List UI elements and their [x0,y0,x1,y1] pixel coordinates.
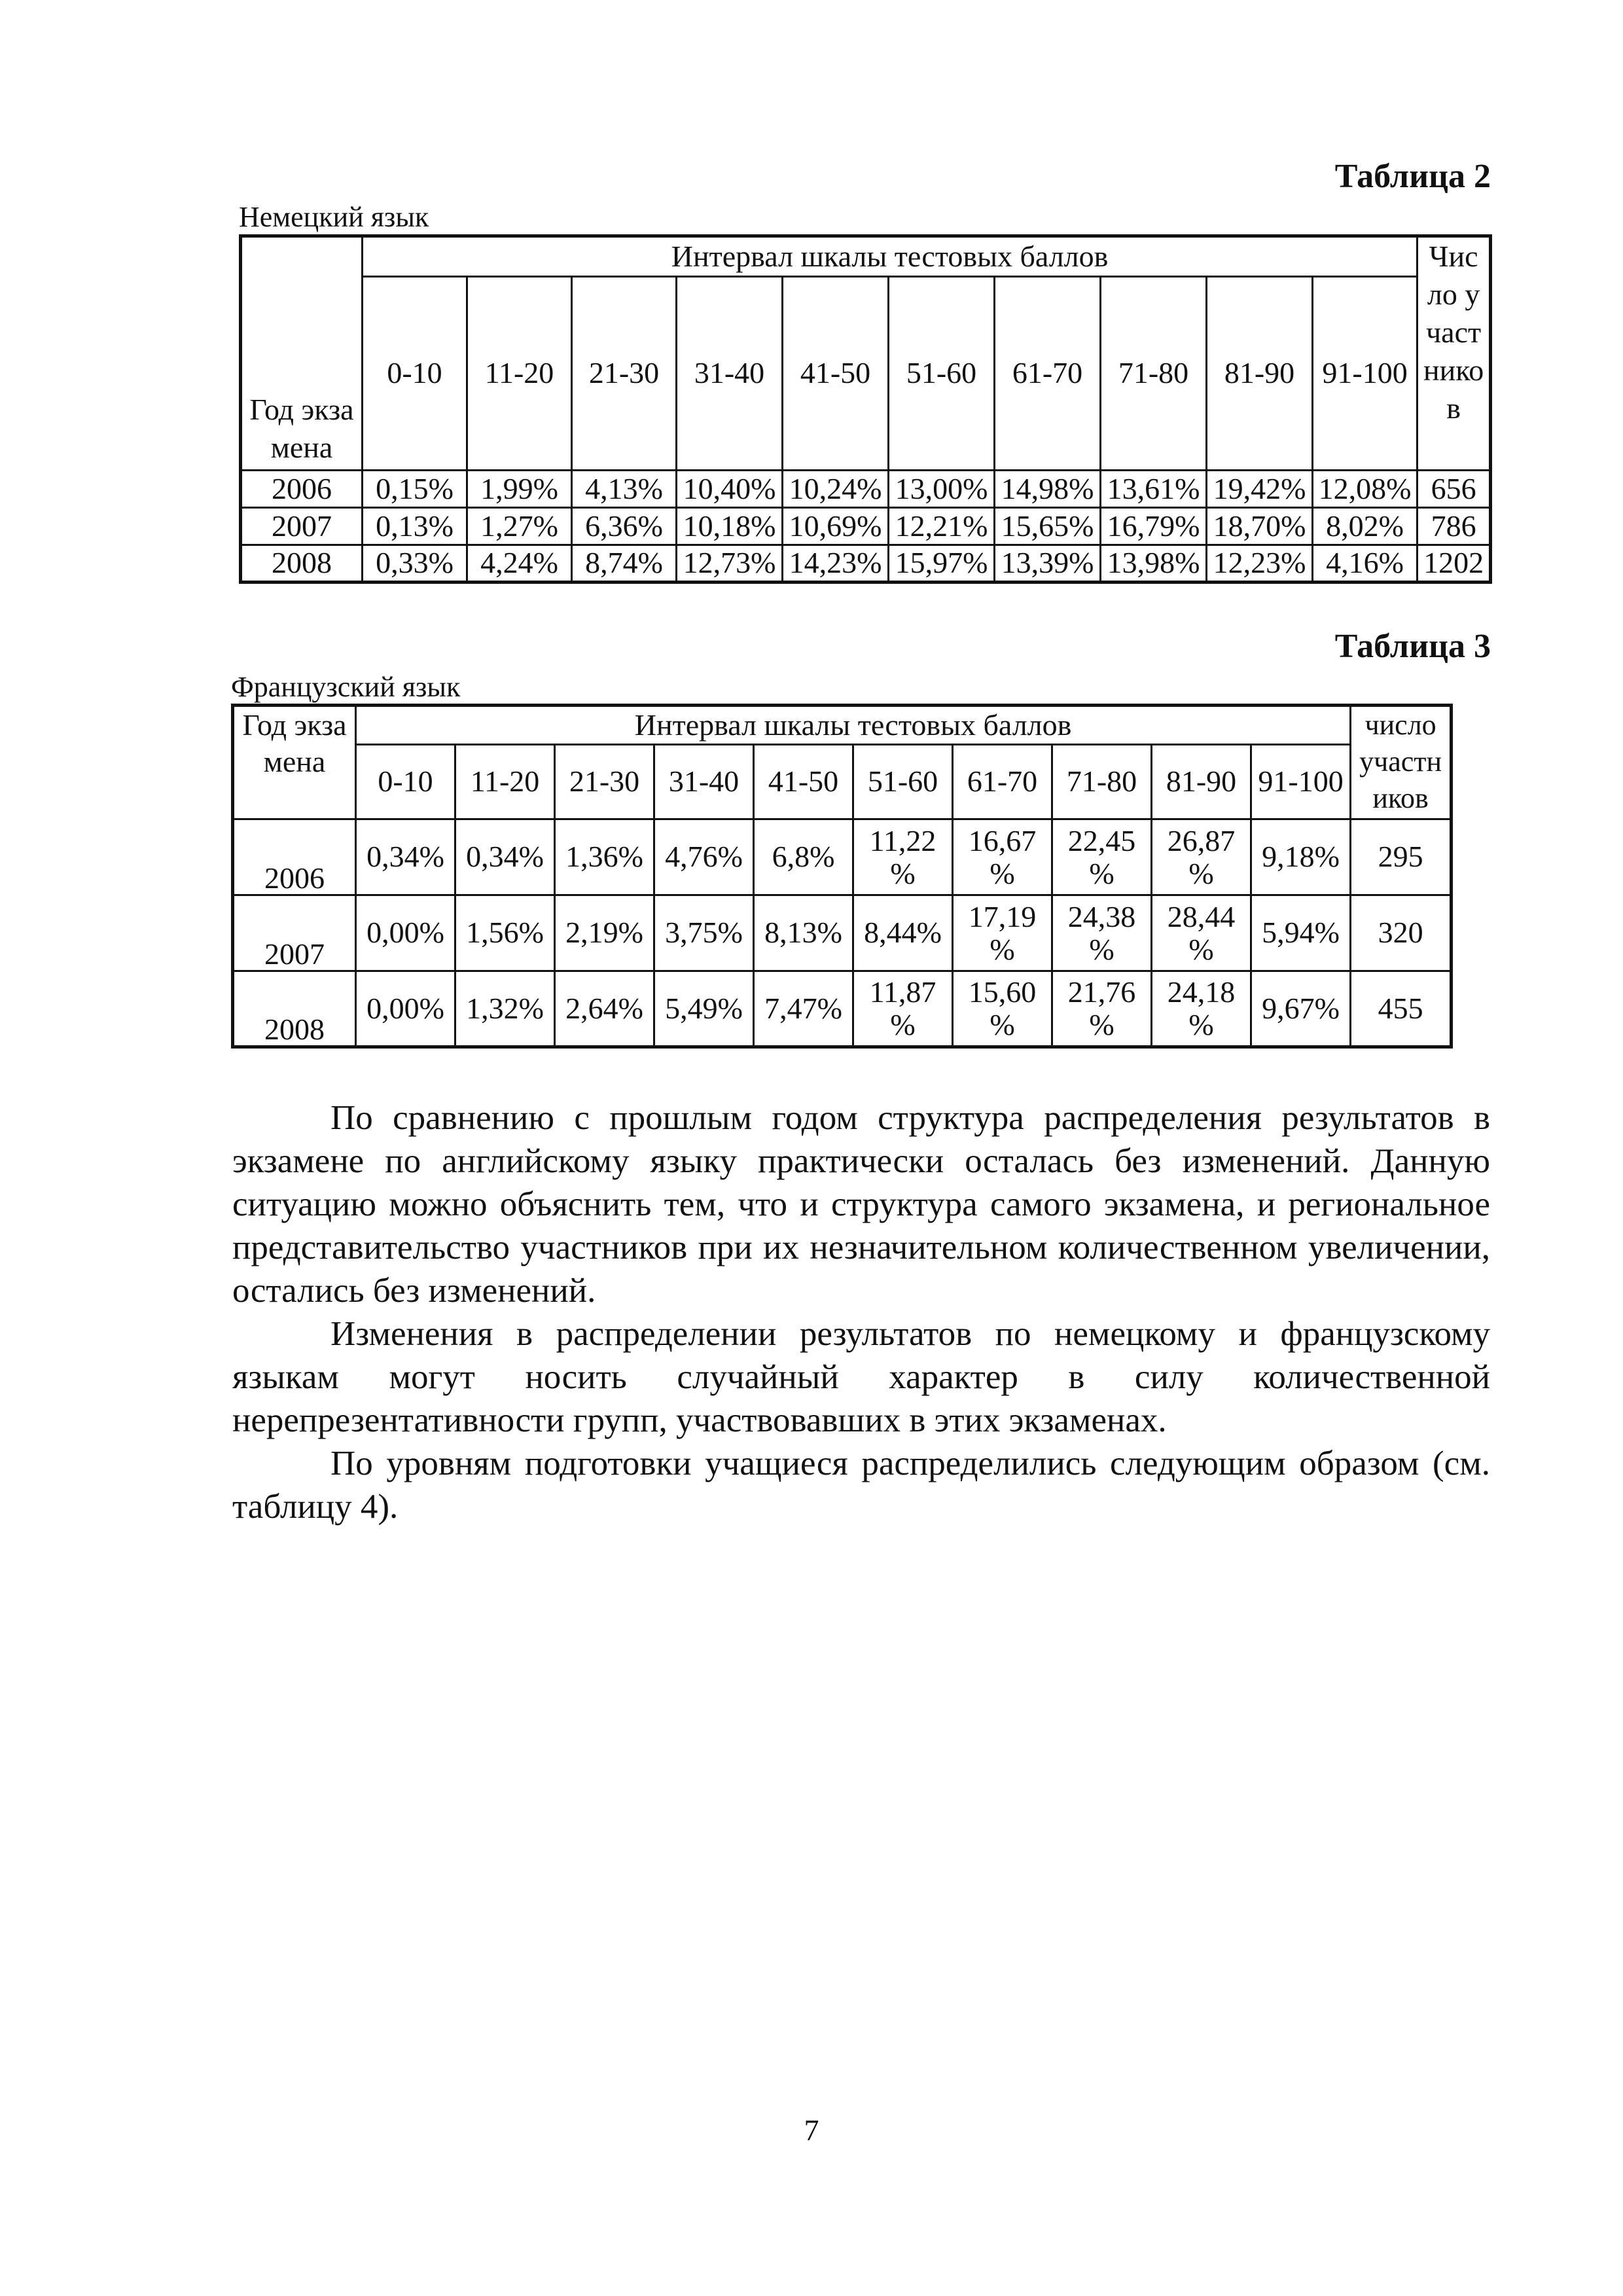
table3-value-cell: 0,00% [356,895,455,971]
table3-interval-8: 81-90 [1152,745,1251,819]
table2-value-cell: 14,23% [783,545,889,583]
table2-value-cell: 19,42% [1207,471,1313,508]
table2-value-cell: 8,02% [1313,508,1418,545]
table3-value-cell: 7,47% [754,971,853,1047]
table2-value-cell: 16,79% [1101,508,1207,545]
table2-value-cell: 13,61% [1101,471,1207,508]
table2-value-cell: 12,73% [677,545,783,583]
table3-interval-1: 11-20 [455,745,555,819]
table3-interval-header: Интервал шкалы тестовых баллов [356,706,1351,745]
table2-german [239,234,1492,584]
table3-value-cell: 17,19 % [953,895,1052,971]
table3-interval-2: 21-30 [555,745,654,819]
table3-value-cell: 2,64% [555,971,654,1047]
table2-row-2007 [241,508,1491,545]
page-number: 7 [804,2113,819,2147]
table2-value-cell: 6,36% [572,508,677,545]
table2-interval-1: 11-20 [467,277,572,471]
table2-value-cell: 4,24% [467,545,572,583]
table2-count-cell: 786 [1418,508,1491,545]
table3-count-cell: 320 [1351,895,1452,971]
table2-value-cell: 18,70% [1207,508,1313,545]
table2-value-cell: 13,39% [995,545,1101,583]
table2-value-cell: 13,00% [889,471,995,508]
table2-count-cell: 656 [1418,471,1491,508]
table3-value-cell: 9,18% [1251,819,1351,895]
table3-row-2006 [233,819,1452,895]
table2-interval-4: 41-50 [783,277,889,471]
table3-interval-4: 41-50 [754,745,853,819]
table3-value-cell: 22,45 % [1052,819,1152,895]
table3-value-cell: 1,36% [555,819,654,895]
table3-row-2007 [233,895,1452,971]
table3-value-cell: 11,87 % [853,971,953,1047]
table3-row-2008 [233,971,1452,1047]
table3-value-cell: 8,44% [853,895,953,971]
table3-count-header: число участников [1359,709,1442,814]
table3-value-cell: 2,19% [555,895,654,971]
table3-value-cell: 6,8% [754,819,853,895]
table3-value-cell: 0,34% [455,819,555,895]
table2-interval-8: 81-90 [1207,277,1313,471]
table2-year-header: Год экзамена [249,393,354,464]
table2-value-cell: 12,08% [1313,471,1418,508]
table3-count-header-cell [1351,706,1452,819]
table2-value-cell: 1,99% [467,471,572,508]
table2-value-cell: 4,13% [572,471,677,508]
table2-value-cell: 4,16% [1313,545,1418,583]
table3-value-cell: 0,34% [356,819,455,895]
table3-value-cell: 5,94% [1251,895,1351,971]
table3-value-cell: 11,22 % [853,819,953,895]
table2-interval-6: 61-70 [995,277,1101,471]
table3-value-cell: 24,18 % [1152,971,1251,1047]
table3-value-cell: 1,32% [455,971,555,1047]
table2-value-cell: 0,15% [363,471,467,508]
table2-year-cell: 2006 [241,471,363,508]
table2-value-cell: 13,98% [1101,545,1207,583]
table3-value-cell: 28,44 % [1152,895,1251,971]
table3-value-cell: 9,67% [1251,971,1351,1047]
table3-interval-6: 61-70 [953,745,1052,819]
table3-interval-7: 71-80 [1052,745,1152,819]
table2-interval-5: 51-60 [889,277,995,471]
table3-french [231,704,1453,1049]
paragraph-1: По сравнению с прошлым годом структура распределения результатов в экзамене по английскому языку практически осталась без изменений. Данную ситуацию можно объяснить тем, что и структура самого экзамена, и региональное представительство участников при их незначительном количественном увеличении, остались без изменений. [232,1099,1490,1310]
paragraph-2: Изменения в распределении результатов по немецкому и французскому языкам могут носить случайный характер в силу количественной нерепрезентативности групп, участвовавших в этих экзаменах. [232,1315,1490,1439]
table3-year-header-cell [233,706,356,819]
table3-value-cell: 4,76% [654,819,754,895]
table2-value-cell: 14,98% [995,471,1101,508]
table3-value-cell: 1,56% [455,895,555,971]
table3-value-cell: 24,38 % [1052,895,1152,971]
table2-year-cell: 2007 [241,508,363,545]
table2-value-cell: 0,13% [363,508,467,545]
table3-year-cell: 2006 [233,819,356,895]
table2-interval-3: 31-40 [677,277,783,471]
table2-value-cell: 15,65% [995,508,1101,545]
body-text [232,1096,1490,1528]
table2-year-header-cell [241,236,363,471]
table3-year-cell: 2008 [233,971,356,1047]
table2-row-2008 [241,545,1491,583]
table3-value-cell: 8,13% [754,895,853,971]
table2-value-cell: 1,27% [467,508,572,545]
table2-row-2006 [241,471,1491,508]
table3-value-cell: 3,75% [654,895,754,971]
table2-interval-7: 71-80 [1101,277,1207,471]
table2-count-header-cell [1418,236,1491,471]
table2-caption: Таблица 2 [1334,158,1491,195]
table2-interval-9: 91-100 [1313,277,1418,471]
table2-interval-0: 0-10 [363,277,467,471]
table3-value-cell: 15,60 % [953,971,1052,1047]
table2-value-cell: 10,24% [783,471,889,508]
table2-value-cell: 12,21% [889,508,995,545]
table2-language-label: Немецкий язык [239,201,429,233]
table2-count-cell: 1202 [1418,545,1491,583]
table2-interval-header: Интервал шкалы тестовых баллов [363,236,1418,277]
table2-value-cell: 10,18% [677,508,783,545]
table3-value-cell: 26,87 % [1152,819,1251,895]
table2-year-cell: 2008 [241,545,363,583]
table3-caption: Таблица 3 [1334,628,1491,665]
table3-year-cell: 2007 [233,895,356,971]
table2-value-cell: 15,97% [889,545,995,583]
table2-value-cell: 12,23% [1207,545,1313,583]
table3-value-cell: 5,49% [654,971,754,1047]
table3-interval-3: 31-40 [654,745,754,819]
table3-interval-0: 0-10 [356,745,455,819]
table2-interval-2: 21-30 [572,277,677,471]
table3-value-cell: 21,76 % [1052,971,1152,1047]
table2-value-cell: 10,69% [783,508,889,545]
paragraph-3: По уровням подготовки учащиеся распределились следующим образом (см. таблицу 4). [232,1444,1490,1526]
table2-value-cell: 10,40% [677,471,783,508]
table3-interval-5: 51-60 [853,745,953,819]
table3-count-cell: 455 [1351,971,1452,1047]
table2-count-header: Число участников [1423,240,1484,425]
table3-value-cell: 0,00% [356,971,455,1047]
table3-count-cell: 295 [1351,819,1452,895]
table3-language-label: Французский язык [231,671,461,703]
table2-value-cell: 8,74% [572,545,677,583]
table2-value-cell: 0,33% [363,545,467,583]
table3-year-header: Год экзамена [242,708,347,778]
table3-value-cell: 16,67 % [953,819,1052,895]
table3-interval-9: 91-100 [1251,745,1351,819]
